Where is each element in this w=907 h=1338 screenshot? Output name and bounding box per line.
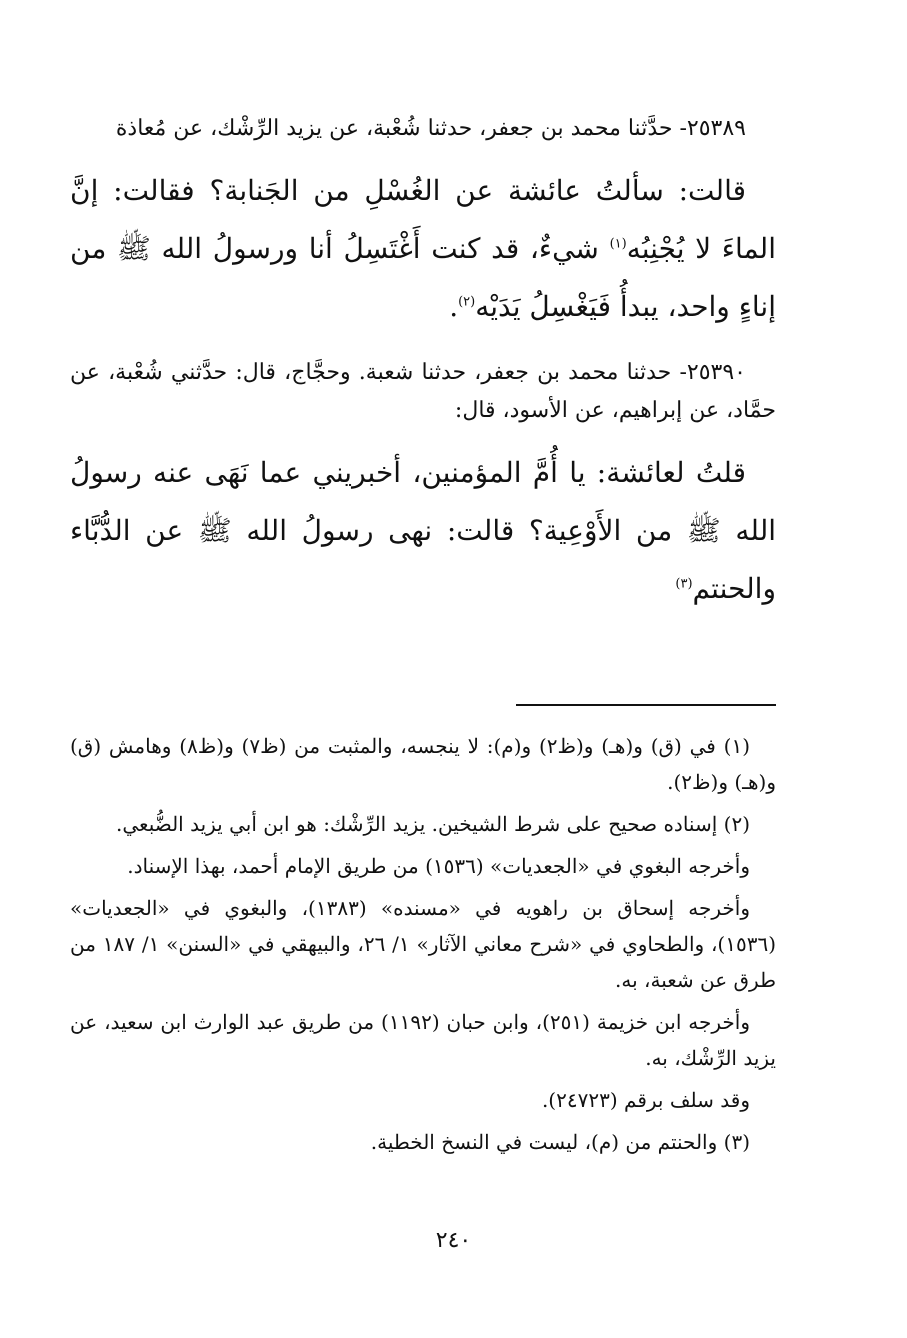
matn-part-1: قالت: سألتُ عائشة عن الغُسْلِ من الجَنابة؟ فقالت: إنَّ الماءَ لا يُجْنِبُه	[70, 174, 776, 265]
isnad-text: ٢٥٣٩٠- حدثنا محمد بن جعفر، حدثنا شعبة. وحجَّاج، قال: حدَّثني شُعْبة، عن حمَّاد، عن إبراهيم، عن الأسود، قال:	[70, 360, 776, 423]
footnote-marker-1: (١)	[609, 236, 627, 252]
footnote-2-continued: وأخرجه إسحاق بن راهويه في «مسنده» (١٣٨٣)، والبغوي في «الجعديات» (١٥٣٦)، والطحاوي في «شرح معاني الآثار» ١/ ٢٦، والبيهقي في «السنن» ١/ ١٨٧ من طرق عن شعبة، به.	[70, 896, 777, 992]
hadith-25389-isnad	[70, 110, 776, 148]
footnote-2-continued: وأخرجه ابن خزيمة (٢٥١)، وابن حبان (١١٩٢) من طريق عبد الوارث ابن سعيد، عن يزيد الرِّشْك، به.	[70, 1010, 776, 1070]
hadith-25390-matn	[70, 444, 776, 618]
footnote-1: (١) في (ق) و(هـ) و(ظ٢) و(م): لا ينجسه، والمثبت من (ظ٧) و(ظ٨) وهامش (ق) و(هـ) و(ظ٢).	[70, 734, 776, 794]
hadith-25389-matn	[70, 162, 776, 336]
matn-text	[70, 162, 776, 336]
footnote-marker-2: (٢)	[458, 294, 476, 310]
matn-part-2: شيءٌ، قد كنت أَغْتَسِلُ أنا ورسولُ الله ﷺ من إناءٍ واحد، يبدأُ فَيَغْسِلُ يَدَيْه	[70, 232, 776, 323]
hadith-25390-isnad	[70, 354, 776, 430]
page-body	[70, 110, 776, 1166]
spacer	[70, 636, 776, 704]
footnote-marker-3: (٣)	[675, 576, 693, 592]
matn-text	[70, 444, 776, 618]
isnad-text: ٢٥٣٨٩- حدَّثنا محمد بن جعفر، حدثنا شُعْبة، عن يزيد الرِّشْك، عن مُعاذة	[115, 116, 746, 141]
footnote-separator	[516, 704, 776, 706]
matn-part-1: قلتُ لعائشة: يا أُمَّ المؤمنين، أخبريني عما نَهَى عنه رسولُ الله ﷺ من الأَوْعِية؟ قالت: نهى رسولُ الله ﷺ عن الدُّبَّاء والحنتم	[70, 456, 776, 605]
footnote-2-continued: وأخرجه البغوي في «الجعديات» (١٥٣٦) من طريق الإمام أحمد، بهذا الإسناد.	[127, 854, 750, 878]
footnote-3: (٣) والحنتم من (م)، ليست في النسخ الخطية.	[370, 1130, 750, 1154]
footnote-2: (٢) إسناده صحيح على شرط الشيخين. يزيد الرِّشْك: هو ابن أبي يزيد الضُّبعي.	[116, 812, 750, 836]
footnotes	[70, 728, 776, 1160]
footnote-2-continued: وقد سلف برقم (٢٤٧٢٣).	[541, 1088, 750, 1112]
matn-part-3: .	[449, 290, 459, 323]
page-number: ٢٤٠	[435, 1228, 472, 1253]
